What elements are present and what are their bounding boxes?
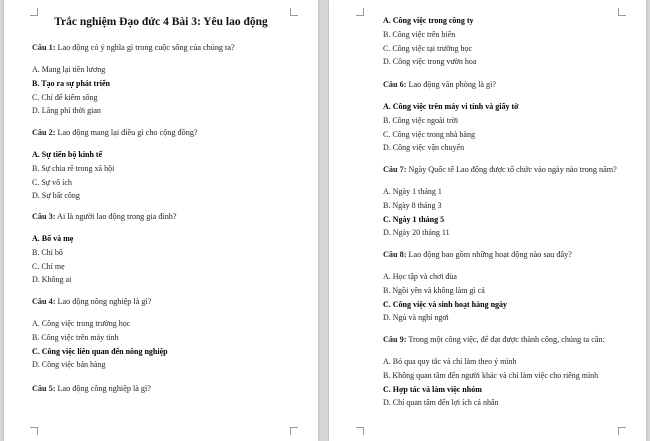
answer-option: C. Công việc trong nhà hàng (383, 129, 475, 139)
question-text (383, 335, 605, 344)
left-page-content (4, 0, 318, 441)
question-number: Câu 4: (32, 297, 56, 306)
question-text (32, 43, 235, 52)
answer-option: A. Ngày 1 tháng 1 (383, 187, 442, 196)
answer-option-correct: A. Công việc trong công ty (383, 16, 474, 25)
question-number: Câu 5: (32, 384, 56, 393)
question-text (383, 80, 496, 89)
question-text (32, 297, 151, 306)
answer-option-correct: C. Hợp tác và làm việc nhóm (383, 384, 482, 394)
answer-option: D. Sự bất công (32, 191, 80, 201)
question-body: Ai là người lao động trong gia đình? (55, 212, 177, 221)
answer-option: B. Chỉ bố (32, 247, 63, 257)
answer-option: C. Sự vô ích (32, 177, 72, 187)
question-text (32, 128, 198, 137)
question-number: Câu 7: (383, 165, 407, 174)
answer-option: D. Không ai (32, 275, 72, 285)
answer-option: D. Công việc bán hàng (32, 360, 106, 370)
document-page-left (4, 0, 318, 441)
answer-option-correct: C. Công việc liên quan đến nông nghiệp (32, 346, 168, 356)
question-body: Trong một công việc, để đạt được thành công, chúng ta cần: (406, 335, 605, 344)
question-body: Lao động công nghiệp là gì? (55, 384, 151, 393)
question-number: Câu 2: (32, 128, 56, 137)
answer-option: D. Lãng phí thời gian (32, 106, 101, 116)
question-number: Câu 1: (32, 43, 56, 52)
answer-option-correct: A. Công việc trên máy vi tính và giấy tờ (383, 102, 519, 111)
question-number: Câu 3: (32, 212, 56, 221)
question-number: Câu 6: (383, 80, 407, 89)
right-page-content (329, 0, 646, 441)
answer-option-correct: B. Tạo ra sự phát triển (32, 78, 110, 88)
document-title: Trắc nghiệm Đạo đức 4 Bài 3: Yêu lao động (54, 16, 268, 28)
question-body: Lao động văn phòng là gì? (406, 80, 497, 89)
question-number: Câu 9: (383, 335, 407, 344)
answer-option: D. Công việc trong vườn hoa (383, 57, 477, 67)
answer-option: D. Công việc vận chuyển (383, 143, 465, 153)
question-text (383, 165, 617, 174)
answer-option: B. Sự chia rẽ trong xã hội (32, 163, 115, 173)
answer-option-correct: A. Sự tiến bộ kinh tế (32, 150, 103, 159)
question-number: Câu 8: (383, 250, 407, 259)
question-body: Lao động mang lại điều gì cho cộng đồng? (55, 128, 198, 137)
answer-option: A. Bỏ qua quy tắc và chỉ làm theo ý mình (383, 357, 517, 366)
question-body: Lao động có ý nghĩa gì trong cuộc sống của chúng ta? (55, 43, 235, 52)
answer-option-correct: A. Bố và mẹ (32, 234, 74, 243)
answer-option: C. Công việc tại trường học (383, 43, 472, 53)
question-body: Ngày Quốc tế Lao động được tổ chức vào ngày nào trong năm? (406, 165, 617, 174)
answer-option: D. Chỉ quan tâm đến lợi ích cá nhân (383, 398, 499, 408)
answer-option-correct: C. Công việc và sinh hoạt hàng ngày (383, 299, 508, 309)
question-body: Lao động nông nghiệp là gì? (55, 297, 152, 306)
question-text (32, 384, 151, 393)
answer-option: B. Ngồi yên và không làm gì cả (383, 285, 485, 295)
answer-option-correct: C. Ngày 1 tháng 5 (383, 214, 445, 224)
answer-option: D. Ngủ và nghỉ ngơi (383, 313, 449, 323)
answer-option: B. Không quan tâm đến người khác và chỉ làm việc cho riêng mình (383, 370, 599, 380)
answer-option: C. Chỉ để kiếm sống (32, 92, 98, 102)
answer-option: C. Chỉ mẹ (32, 261, 65, 271)
answer-option: A. Học tập và chơi đùa (383, 272, 457, 281)
answer-option: A. Mang lại tiền lương (32, 65, 106, 74)
question-text (383, 250, 572, 259)
answer-option: B. Ngày 8 tháng 3 (383, 200, 442, 210)
question-body: Lao động bao gồm những hoạt động nào sau đây? (406, 250, 572, 259)
answer-option: B. Công việc trên biển (383, 29, 456, 39)
document-page-right (329, 0, 646, 441)
question-text (32, 212, 177, 221)
answer-option: B. Công việc trên máy tính (32, 332, 119, 342)
answer-option: D. Ngày 20 tháng 11 (383, 228, 450, 238)
answer-option: A. Công việc trong trường học (32, 319, 131, 328)
answer-option: B. Công việc ngoài trời (383, 115, 459, 125)
